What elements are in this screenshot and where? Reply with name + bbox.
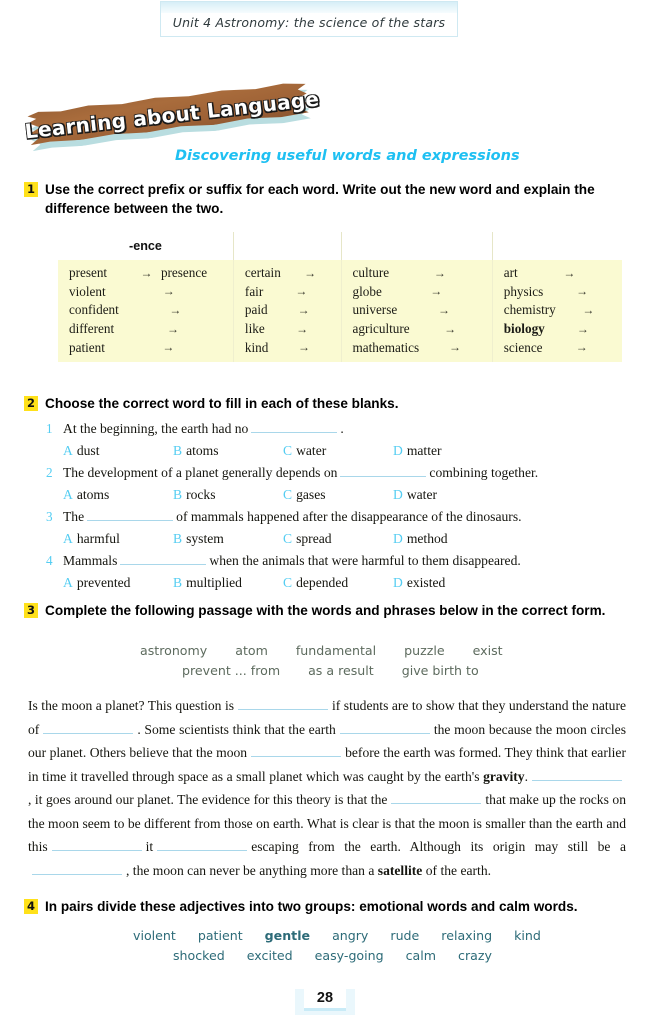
wordbank-item[interactable]: angry	[332, 928, 369, 943]
table-cell	[58, 301, 233, 320]
adjective-row-2	[133, 948, 541, 963]
option-text: multiplied	[186, 575, 242, 590]
option-b[interactable]	[173, 572, 283, 594]
exercise-2-instruction: Choose the correct word to fill in each of these blanks.	[45, 396, 399, 411]
option-a[interactable]	[63, 484, 173, 506]
answer-blank[interactable]	[340, 464, 426, 477]
option-a[interactable]	[63, 440, 173, 462]
arrow-icon: →	[575, 340, 587, 355]
exercise-2-number: 2	[24, 396, 38, 411]
exercise-3-instruction: Complete the following passage with the words and phrases below in the correct form.	[45, 603, 606, 618]
base-word: culture	[352, 265, 390, 281]
arrow-icon: →	[444, 321, 456, 336]
base-word: kind	[244, 339, 269, 355]
base-word: paid	[244, 302, 268, 318]
option-text: prevented	[76, 575, 131, 590]
page-number: 28	[304, 989, 346, 1011]
base-word: mathematics	[352, 339, 420, 355]
base-word: violent	[69, 283, 106, 299]
question-text-after: of mammals happened after the disappearance of the dinosaurs.	[176, 509, 522, 524]
table-row	[58, 283, 622, 302]
option-text: atoms	[186, 443, 219, 458]
base-word: art	[503, 265, 518, 281]
exercise-3	[24, 601, 632, 620]
exercise-1	[24, 180, 632, 218]
option-b[interactable]	[173, 528, 283, 550]
option-text: spread	[296, 531, 332, 546]
passage-blank[interactable]	[532, 768, 622, 781]
option-a[interactable]	[63, 572, 173, 594]
table-row	[58, 338, 622, 362]
passage-text: escaping from the earth. Although its origin may still be a	[251, 839, 626, 854]
question-text-after: when the animals that were harmful to them disappeared.	[209, 553, 521, 568]
option-letter: C	[283, 531, 293, 546]
option-letter: B	[173, 531, 183, 546]
header-decorative-band	[161, 2, 457, 13]
page-footer	[0, 989, 650, 1011]
question-text: Mammals	[63, 553, 118, 568]
option-letter: A	[63, 575, 73, 590]
passage-keyword: gravity	[483, 768, 525, 784]
table-header-cell-2	[341, 232, 492, 260]
question-text: The development of a planet generally depends on	[63, 465, 338, 480]
table-cell	[492, 260, 622, 283]
question-line	[46, 462, 646, 484]
table-cell	[492, 283, 622, 302]
base-word: science	[503, 339, 543, 355]
table-row	[58, 320, 622, 339]
passage-text: of the earth.	[422, 862, 492, 878]
option-letter: B	[173, 487, 183, 502]
passage-blank[interactable]	[157, 838, 247, 851]
table-row	[58, 301, 622, 320]
exercise-3-passage	[28, 694, 626, 882]
wordbank-row-2	[140, 663, 503, 678]
exercise-3-number: 3	[24, 603, 38, 618]
wordbank-item[interactable]: as a result	[308, 663, 374, 678]
wordbank-item[interactable]: fundamental	[295, 643, 377, 658]
arrow-icon: →	[169, 302, 181, 317]
option-text: dust	[76, 443, 100, 458]
arrow-icon: →	[295, 284, 307, 299]
option-letter: D	[393, 443, 403, 458]
table-cell	[58, 260, 233, 283]
exercise-2-questions	[46, 418, 646, 594]
table-cell	[58, 338, 233, 362]
passage-blank[interactable]	[238, 697, 328, 710]
wordbank-item[interactable]: calm	[405, 948, 437, 963]
question-line	[46, 550, 646, 572]
arrow-icon: →	[167, 321, 179, 336]
option-letter: C	[283, 487, 293, 502]
option-c[interactable]	[283, 572, 393, 594]
table-cell	[233, 283, 341, 302]
wordbank-item[interactable]: relaxing	[441, 928, 493, 943]
passage-keyword: satellite	[377, 862, 423, 878]
base-word: like	[244, 321, 265, 337]
base-word: physics	[503, 283, 544, 299]
passage-text: Is the moon a planet? This question is	[28, 698, 235, 713]
table-header-row	[58, 232, 622, 260]
section-banner	[22, 86, 322, 148]
wordbank-item[interactable]: rude	[390, 928, 420, 943]
option-text: water	[296, 443, 327, 458]
table-cell	[233, 338, 341, 362]
wordbank-item[interactable]: shocked	[173, 948, 225, 963]
table-cell	[233, 320, 341, 339]
question-line	[46, 506, 646, 528]
wordbank-item[interactable]: atom	[235, 643, 268, 658]
option-text: existed	[406, 575, 446, 590]
option-letter: A	[63, 531, 73, 546]
passage-text: before the earth was formed. They think that earlier in time it travelled through space as a small planet which was caught by the earth's	[28, 745, 626, 784]
option-d[interactable]	[393, 484, 503, 506]
base-word: globe	[352, 283, 382, 299]
base-word: biology	[503, 321, 545, 337]
table-cell	[58, 283, 233, 302]
table-cell	[341, 320, 492, 339]
answer-blank[interactable]	[120, 552, 206, 565]
passage-text: . Some scientists think that the earth	[137, 721, 336, 737]
banner-title: Learning about Language	[23, 86, 321, 144]
table-cell	[492, 320, 622, 339]
arrow-icon: →	[576, 321, 588, 336]
arrow-icon: →	[576, 284, 588, 299]
table-row	[58, 260, 622, 283]
table-cell	[233, 301, 341, 320]
arrow-icon: →	[297, 340, 309, 355]
base-word: chemistry	[503, 302, 556, 318]
wordbank-item[interactable]: gentle	[264, 928, 311, 943]
table-cell	[341, 260, 492, 283]
base-word: fair	[244, 283, 264, 299]
wordbank-item[interactable]: puzzle	[404, 643, 445, 658]
answer-blank[interactable]	[251, 420, 337, 433]
passage-text: , it goes around our planet. The evidence for this theory is that the	[28, 792, 388, 807]
passage-blank[interactable]	[52, 838, 142, 851]
wordbank-item[interactable]: patient	[197, 928, 243, 943]
base-word: different	[69, 321, 115, 337]
wordbank-item[interactable]: excited	[246, 948, 293, 963]
arrow-icon: →	[304, 265, 316, 280]
wordbank-item[interactable]: astronomy	[140, 643, 208, 658]
base-word: agriculture	[352, 321, 410, 337]
wordbank-item[interactable]: violent	[133, 928, 176, 943]
base-word: confident	[69, 302, 119, 318]
table-cell	[233, 260, 341, 283]
exercise-4-wordbank	[133, 928, 541, 963]
wordbank-item[interactable]: exist	[472, 643, 503, 658]
option-letter: A	[63, 487, 73, 502]
arrow-icon: →	[563, 265, 575, 280]
arrow-icon: →	[140, 265, 152, 280]
option-letter: A	[63, 443, 73, 458]
option-row	[46, 484, 646, 506]
question-line	[46, 418, 646, 440]
exercise-4-number: 4	[24, 899, 38, 914]
wordbank-item[interactable]: easy-going	[314, 948, 384, 963]
option-letter: D	[393, 531, 403, 546]
wordbank-row-1	[140, 643, 503, 658]
question-number: 2	[46, 465, 53, 480]
question-text-after: .	[340, 421, 344, 436]
option-b[interactable]	[173, 484, 283, 506]
option-c[interactable]	[283, 528, 393, 550]
option-text: gases	[296, 487, 326, 502]
unit-running-header	[160, 1, 458, 37]
section-subtitle: Discovering useful words and expressions	[175, 148, 520, 164]
arrow-icon: →	[437, 302, 449, 317]
arrow-icon: →	[433, 265, 445, 280]
table-cell	[341, 338, 492, 362]
derived-word[interactable]: presence	[160, 265, 208, 281]
base-word: universe	[352, 302, 398, 318]
option-letter: D	[393, 575, 403, 590]
wordbank-item[interactable]: crazy	[458, 948, 492, 963]
table-cell	[341, 283, 492, 302]
option-d[interactable]	[393, 440, 503, 462]
table-cell	[58, 320, 233, 339]
option-a[interactable]	[63, 528, 173, 550]
table-cell	[492, 338, 622, 362]
option-text: method	[406, 531, 448, 546]
arrow-icon: →	[430, 284, 442, 299]
passage-text: .	[524, 768, 528, 784]
wordbank-item[interactable]: kind	[514, 928, 541, 943]
option-letter: D	[393, 487, 403, 502]
option-c[interactable]	[283, 440, 393, 462]
exercise-3-wordbank	[140, 643, 503, 678]
exercise-1-number: 1	[24, 182, 38, 197]
wordbank-item[interactable]: prevent ... from	[182, 663, 281, 678]
passage-blank[interactable]	[43, 721, 133, 734]
base-word: patient	[69, 339, 105, 355]
passage-blank[interactable]	[32, 862, 122, 875]
option-row	[46, 528, 646, 550]
exercise-1-instruction: Use the correct prefix or suffix for each word. Write out the new word and explain the difference between the two.	[45, 182, 595, 216]
exercise-2	[24, 394, 632, 413]
option-d[interactable]	[393, 572, 503, 594]
base-word: certain	[244, 265, 281, 281]
arrow-icon: →	[582, 302, 594, 317]
option-b[interactable]	[173, 440, 283, 462]
unit-title-text: Unit 4 Astronomy: the science of the stars	[172, 15, 446, 30]
arrow-icon: →	[296, 321, 308, 336]
wordbank-item[interactable]: give birth to	[401, 663, 479, 678]
table-header-cell-1	[233, 232, 341, 260]
passage-text: if students are to show that they understand the nature of	[28, 698, 627, 737]
arrow-icon: →	[162, 340, 174, 355]
passage-text: the moon because the moon circles our planet. Others believe that the moon	[28, 721, 627, 760]
passage-blank[interactable]	[391, 791, 481, 804]
option-letter: C	[283, 575, 293, 590]
passage-blank[interactable]	[251, 744, 341, 757]
exercise-4	[24, 897, 632, 916]
arrow-icon: →	[162, 284, 174, 299]
option-text: water	[406, 487, 438, 502]
table-cell	[492, 301, 622, 320]
question-number: 1	[46, 421, 53, 436]
option-text: matter	[406, 443, 442, 458]
question-text: The	[63, 509, 85, 524]
question-text: At the beginning, the earth had no	[63, 421, 249, 436]
question-number: 4	[46, 553, 53, 568]
option-d[interactable]	[393, 528, 503, 550]
option-letter: C	[283, 443, 293, 458]
option-text: harmful	[76, 531, 120, 546]
adjective-row-1	[133, 928, 541, 943]
option-text: system	[186, 531, 224, 546]
prefix-suffix-table	[58, 232, 622, 362]
passage-text: it	[145, 839, 154, 854]
passage-text: that make up the rocks on the moon seem to be different from those on earth. What is clear is that the moon is smaller than the earth and this	[28, 792, 626, 854]
option-text: depended	[296, 575, 349, 590]
arrow-icon: →	[297, 302, 309, 317]
option-row	[46, 572, 646, 594]
option-letter: B	[173, 443, 183, 458]
option-row	[46, 440, 646, 462]
passage-blank[interactable]	[340, 721, 430, 734]
option-c[interactable]	[283, 484, 393, 506]
option-text: atoms	[76, 487, 110, 502]
option-text: rocks	[186, 487, 216, 502]
table-header-cell-3	[492, 232, 622, 260]
passage-text: , the moon can never be anything more than a	[126, 862, 378, 878]
option-letter: B	[173, 575, 183, 590]
answer-blank[interactable]	[87, 508, 173, 521]
exercise-4-instruction: In pairs divide these adjectives into two groups: emotional words and calm words.	[45, 899, 578, 914]
table-cell	[341, 301, 492, 320]
question-number: 3	[46, 509, 53, 524]
base-word: present	[69, 265, 108, 281]
arrow-icon: →	[448, 340, 460, 355]
table-header-cell-0: -ence	[58, 232, 233, 260]
question-text-after: combining together.	[429, 465, 539, 480]
